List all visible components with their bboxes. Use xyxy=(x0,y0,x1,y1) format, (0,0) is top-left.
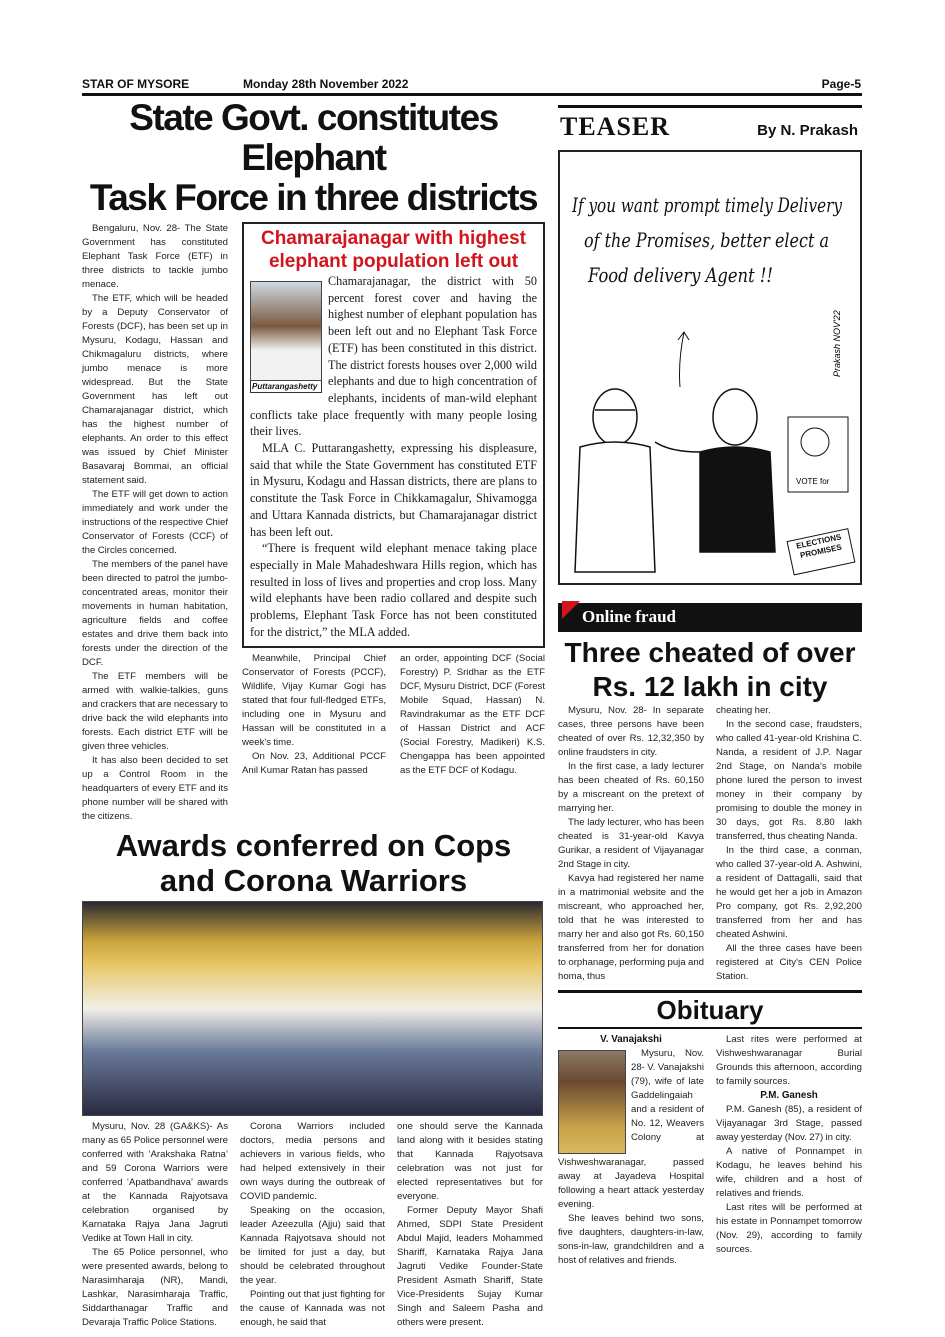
cartoon xyxy=(558,150,862,585)
awards-column-1 xyxy=(82,1120,228,1330)
teaser-byline: By N. Prakash xyxy=(757,122,858,139)
etf-column-2 xyxy=(242,652,386,778)
awards-headline-line1: Awards conferred on Cops xyxy=(115,828,512,863)
paragraph: The ETF will get down to action immediately and work under the instructions of the respective Chief Conservator of Forests (CCF) of the Circles concerned. xyxy=(82,489,228,556)
paragraph: Chamarajanagar, the district with 50 percent forest cover and having the highest number of elephant population has been left out and no Elephant Task Force (ETF) has been constituted in this district. The district forests houses over 2,000 wild elephants and due to high concentration of elephants, incidents of man-wild elephant conflicts take place frequently with many people losing their lives. xyxy=(250,274,537,439)
paper-name: STAR OF MYSORE xyxy=(82,77,190,91)
paragraph: Mysuru, Nov. 28- V. Vanajakshi (79), wife of late Gaddelingaiah and a resident of No. 12, Weavers Colony at Vishweshwaranagar, passed away at Jayadeva Hospital following a heart attack yesterday evening. xyxy=(558,1048,705,1210)
obituary-title: Obituary xyxy=(656,995,764,1025)
section-tag: Online fraud xyxy=(582,607,676,626)
paragraph: MLA C. Puttarangashetty, expressing his displeasure, said that while the State Government has constituted ETF in Mysuru, Kodagu and Hassan districts, there are plans to constitute the Task Force in Chikkamagalur, Shivamogga and Uttara Kannada districts, but Chamarajanagar district has been left out. xyxy=(250,441,537,539)
etf-story xyxy=(82,222,545,824)
poster-face xyxy=(801,428,829,456)
obituary-column-2 xyxy=(716,1033,862,1257)
paragraph: In the first case, a lady lecturer has been cheated of Rs. 60,150 by a miscreant on the pretext of marrying her. xyxy=(558,761,704,814)
paragraph: A native of Ponnampet in Kodagu, he leaves behind his wife, children and a host of relatives and friends. xyxy=(716,1146,862,1199)
paragraph: cheating her. xyxy=(716,705,771,716)
awards-photo xyxy=(82,901,543,1116)
cartoonist-signature: Prakash NOV'22 xyxy=(832,310,842,377)
paragraph: Speaking on the occasion, leader Azeezulla (Ajju) said that Kannada Rajyotsava should not be limited for just a day, but should be celebrated throughout the year. xyxy=(240,1205,385,1286)
paragraph: All the three cases have been registered at City's CEN Police Station. xyxy=(716,943,862,982)
paragraph: Pointing out that just fighting for the cause of Kannada was not enough, he said that xyxy=(240,1289,385,1328)
etf-headline-line2: Task Force in three districts xyxy=(89,177,538,218)
obituary-name: P.M. Ganesh xyxy=(760,1090,818,1101)
awards-column-3 xyxy=(397,1120,543,1330)
red-corner-icon xyxy=(562,601,580,619)
arrow-icon xyxy=(678,332,689,387)
election-promises-sign xyxy=(787,529,855,575)
sign-text: ELECTIONS PROMISES xyxy=(795,532,843,561)
paragraph: Last rites were performed at Vishweshwaranagar Burial Grounds this afternoon, according to family sources. xyxy=(716,1034,862,1087)
paragraph: Kavya had registered her name in a matrimonial website and the miscreant, who approached her, told that he was interested to marry her and also got Rs. 60,150 transferred from her for donation to orphanage, performing puja and homa, thus xyxy=(558,873,705,982)
cartoon-line: If you want prompt timely Delivery xyxy=(571,193,843,217)
chamarajanagar-box xyxy=(242,222,545,648)
etf-lower-columns xyxy=(242,652,545,778)
paragraph: Last rites will be performed at his estate in Ponnampet tomorrow (Nov. 29), according to family sources. xyxy=(716,1202,862,1255)
cartoon-drawing xyxy=(560,152,860,583)
poster-text: VOTE for xyxy=(796,477,830,486)
page-number: Page-5 xyxy=(821,77,861,91)
right-politician-figure xyxy=(655,389,775,552)
paragraph: Meanwhile, Principal Chief Conservator of Forests (PCCF), Wildlife, Vijay Kumar Gogi has stated that four full-fledged ETFs, including one in Mysuru and Hassan will be constituted in a week's time. xyxy=(242,653,386,749)
teaser-title: TEASER xyxy=(560,112,671,141)
cartoon-line: Food delivery Agent !! xyxy=(587,263,773,287)
paragraph: Former Deputy Mayor Shafi Ahmed, SDPI State President Abdul Majid, leaders Mohammed Shariff, Karnataka Rajya Jana Jagruti Vedike Founder-State President Asmath Shariff, State Vice-Presidents Sujay Kumar Singh and Saleem Pasha and others were present. xyxy=(397,1205,543,1328)
paragraph: one should serve the Kannada land along with it besides stating that Kannada Rajyotsava celebration was not just for elected representatives but for everyone. xyxy=(397,1121,543,1202)
obituary-columns xyxy=(558,1033,862,1268)
teaser-header xyxy=(558,108,862,150)
paragraph: She leaves behind two sons, five daughters, daughters-in-law, sons-in-law, grandchildren and a host of relatives and friends. xyxy=(558,1213,704,1266)
photo-caption: Puttarangashetty xyxy=(250,381,322,393)
paragraph: On Nov. 23, Additional PCCF Anil Kumar Ratan has passed xyxy=(242,751,386,777)
paragraph: The lady lecturer, who has been cheated is 31-year-old Kavya Gurikar, a resident of Vijayanagar 2nd Stage in city. xyxy=(558,817,704,870)
issue-date: Monday 28th November 2022 xyxy=(243,77,409,91)
paragraph: P.M. Ganesh (85), a resident of Vijayanagar 3rd Stage, passed away yesterday (Nov. 27) in city. xyxy=(716,1104,862,1143)
left-page-area xyxy=(82,98,545,1330)
cartoon-line: of the Promises, better elect a xyxy=(584,228,829,252)
etf-headline xyxy=(78,98,549,218)
obituary-rule-bottom xyxy=(558,1027,862,1029)
awards-column-2 xyxy=(240,1120,385,1330)
fraud-headline-line2: Rs. 12 lakh in city xyxy=(592,671,828,702)
paragraph: The 65 Police personnel, who were presented awards, belong to Narasimharaja (NR), Mandi, Lashkar, Narasimharaja Traffic, Siddarthanagar Traffic and Devaraja Traffic Police Stations. xyxy=(82,1247,228,1328)
paragraph: The ETF members will be armed with walkie-talkies, guns and crackers that are necessary to drive back the wild elephants into forests. Each district ETF will be given three vehicles. xyxy=(82,671,228,752)
paragraph: In the third case, a conman, who called 37-year-old A. Ashwini, a resident of Dattagalli, said that he would get her a job in Amazon Pro company, got Rs. 2,92,200 transferred from her and has cheated Ashwini. xyxy=(716,845,862,940)
etf-column-3 xyxy=(400,652,545,778)
right-page-area xyxy=(558,105,862,1268)
fraud-columns xyxy=(558,704,862,984)
header-rule xyxy=(82,93,862,96)
awards-headline xyxy=(78,828,549,898)
obituary-name: V. Vanajakshi xyxy=(600,1034,662,1045)
fraud-headline xyxy=(556,636,864,704)
paragraph: In the second case, fraudsters, who called 41-year-old Krishina C. Nanda, a resident of J.P. Nagar 2nd Stage, on Nanda's mobile phone lured the person to invest money in their company by promising to double the money in 30 days, got Rs. 8.80 lakh transferred, thus cheating Nanda. xyxy=(716,719,862,842)
paragraph: Bengaluru, Nov. 28- The State Government has constituted Elephant Task Force (ETF) in three districts to tackle jumbo menace. xyxy=(82,223,228,290)
mla-photo xyxy=(250,281,322,381)
etf-headline-line1: State Govt. constitutes Elephant xyxy=(129,97,498,178)
paragraph: Mysuru, Nov. 28 (GA&KS)- As many as 65 Police personnel were conferred with ‘Arakshaka Ratna’ and 59 Corona Warriors were conferred ‘Apatbandhava’ awards at the Kannada Rajyotsava celebration organised by Karnataka Rajya Jana Jagruti Vedike at Town Hall in city. xyxy=(82,1121,228,1244)
online-fraud-bar xyxy=(558,603,862,632)
fraud-column-2 xyxy=(716,704,862,984)
fraud-column-1 xyxy=(558,704,704,984)
left-politician-figure xyxy=(575,389,655,572)
etf-right-area xyxy=(242,222,545,778)
paragraph: an order, appointing DCF (Social Forestry) P. Sridhar as the ETF DCF, Mysuru District, DCF (Forest Mobile Squad, Hassan) N. Ravindrakumar as the ETF DCF of Hassan District and ACF (Social Forestry, Madikeri) K.S. Chengappa has been appointed as the ETF DCF of Kodagu. xyxy=(400,653,545,777)
fraud-headline-line1: Three cheated of over xyxy=(564,637,856,668)
paragraph: The ETF, which will be headed by a Deputy Conservator of Forests (DCF), has been set up in Mysuru, Kodagu, Hassan and Chikmagaluru districts, where jumbo menace is more widespread. But the State Government has left out Chamarajanagar district, which has the highest number of elephants. An order to this effect was issued by Chief Minister Basavaraj Bommai, an official statement said. xyxy=(82,293,228,486)
etf-left-column xyxy=(82,222,228,824)
awards-headline-line2: and Corona Warriors xyxy=(159,863,468,898)
mla-photo-block xyxy=(250,281,322,393)
paragraph: “There is frequent wild elephant menace taking place especially in Male Mahadeshwara Hills region, which has resulted in loss of lives and properties and crop loss. Many wild elephants have been radio collared and despite such problems, Elephant Task Force has not been constituted for the district,” the MLA added. xyxy=(250,541,537,639)
paragraph: It has also been decided to set up a Control Room in the headquarters of every ETF and its phone number will be shared with the citizens. xyxy=(82,755,228,822)
obituary-column-1 xyxy=(558,1033,704,1268)
awards-columns xyxy=(82,1120,545,1330)
paragraph: Corona Warriors included doctors, media persons and achievers in various fields, who had helped extensively in their own ways during the outbreak of COVID pandemic. xyxy=(240,1121,385,1202)
obituary-photo xyxy=(558,1050,626,1154)
paragraph: The members of the panel have been directed to patrol the jumbo-concentrated areas, monitor their movements in human habitation, agriculture fields and coffee estates and drive them back into forests under the direction of the DCF. xyxy=(82,559,228,668)
box-title: Chamarajanagar with highest elephant population left out xyxy=(260,228,526,272)
paragraph: Mysuru, Nov. 28- In separate cases, three persons have been cheated of over Rs. 12,32,350 by online fraudsters in city. xyxy=(558,705,704,758)
